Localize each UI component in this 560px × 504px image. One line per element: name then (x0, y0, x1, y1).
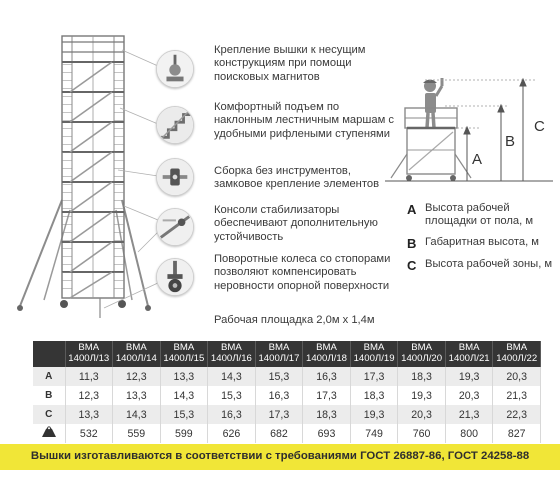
column-header: ВМА 1400Л/15 (160, 341, 208, 367)
column-header: ВМА 1400Л/13 (65, 341, 113, 367)
table-cell: 559 (113, 424, 161, 443)
column-header: ВМА 1400Л/14 (113, 341, 161, 367)
table-cell: 760 (398, 424, 446, 443)
model-specs-table (33, 341, 541, 443)
table-cell: 19,3 (445, 367, 493, 386)
legend-letter: B (407, 236, 417, 251)
column-header: ВМА 1400Л/21 (445, 341, 493, 367)
row-label: C (33, 405, 65, 424)
table-cell: 532 (65, 424, 113, 443)
dimension-label-a: A (472, 151, 483, 168)
table-corner (33, 341, 65, 367)
table-row (33, 367, 541, 386)
table-cell: 21,3 (445, 405, 493, 424)
column-header: ВМА 1400Л/18 (303, 341, 351, 367)
legend-text: Высота рабочей зоны, м (425, 258, 553, 270)
table-cell: 19,3 (350, 405, 398, 424)
table-cell: 749 (350, 424, 398, 443)
feature-magnets: Крепление вышки к несущим конструкциям при помощи поисковых магнитов (214, 44, 366, 83)
table-cell: 18,3 (303, 405, 351, 424)
table-cell: 12,3 (65, 386, 113, 405)
footer-text: Вышки изготавливаются в соответствии с требованиями ГОСТ 26887-86, ГОСТ 24258-88 (30, 450, 530, 462)
table-row (33, 424, 541, 443)
legend-text: Габаритная высота, м (425, 236, 539, 248)
table-cell: 626 (208, 424, 256, 443)
table-cell: 17,3 (303, 386, 351, 405)
wheel-icon (156, 258, 194, 296)
table-cell: 13,3 (65, 405, 113, 424)
table-cell: 19,3 (398, 386, 446, 405)
dimension-label-c: C (534, 118, 545, 135)
table-cell: 17,3 (255, 405, 303, 424)
stairs-icon (156, 106, 194, 144)
feature-platform: Рабочая площадка 2,0м x 1,4м (214, 314, 375, 326)
table-row (33, 386, 541, 405)
table-cell: 15,3 (208, 386, 256, 405)
column-header: ВМА 1400Л/20 (398, 341, 446, 367)
table-cell: 21,3 (493, 386, 541, 405)
table-row (33, 405, 541, 424)
column-header: ВМА 1400Л/17 (255, 341, 303, 367)
weight-icon (33, 424, 65, 443)
table-cell: 18,3 (350, 386, 398, 405)
table-cell: 16,3 (255, 386, 303, 405)
table-cell: 20,3 (493, 367, 541, 386)
column-header: ВМА 1400Л/19 (350, 341, 398, 367)
table-cell: 15,3 (160, 405, 208, 424)
legend-letter: A (407, 202, 417, 217)
table-cell: 599 (160, 424, 208, 443)
table-cell: 17,3 (350, 367, 398, 386)
table-cell: 827 (493, 424, 541, 443)
table-cell: 16,3 (303, 367, 351, 386)
feature-wheels: Поворотные колеса со стопорами позволяют компенсировать неровности опорной поверхности (214, 253, 391, 292)
table-cell: 800 (445, 424, 493, 443)
dimension-diagram (385, 70, 555, 190)
feature-stairs: Комфортный подъем по наклонным лестничным маршам с удобными рифлеными ступенями (214, 101, 394, 140)
feature-stabilizers: Консоли стабилизаторы обеспечивают дополнительную устойчивость (214, 204, 378, 243)
row-label: B (33, 386, 65, 405)
legend-text: Высота рабочей площадки от пола, м (425, 202, 534, 228)
feature-assembly: Сборка без инструментов, замковое крепление элементов (214, 165, 380, 191)
table-cell: 693 (303, 424, 351, 443)
table-cell: 18,3 (398, 367, 446, 386)
table-cell: 13,3 (160, 367, 208, 386)
table-header-row (33, 341, 541, 367)
table-cell: 15,3 (255, 367, 303, 386)
dimension-label-b: B (505, 133, 516, 150)
legend-letter: C (407, 258, 417, 273)
table-cell: 20,3 (445, 386, 493, 405)
footer-banner (0, 444, 560, 470)
table-cell: 11,3 (65, 367, 113, 386)
table-cell: 16,3 (208, 405, 256, 424)
table-cell: 13,3 (113, 386, 161, 405)
column-header: ВМА 1400Л/22 (493, 341, 541, 367)
table-cell: 14,3 (208, 367, 256, 386)
magnet-icon (156, 50, 194, 88)
stabilizer-icon (156, 208, 194, 246)
table-cell: 22,3 (493, 405, 541, 424)
row-label: A (33, 367, 65, 386)
table-cell: 682 (255, 424, 303, 443)
column-header: ВМА 1400Л/16 (208, 341, 256, 367)
lock-clamp-icon (156, 158, 194, 196)
table-cell: 14,3 (113, 405, 161, 424)
table-cell: 20,3 (398, 405, 446, 424)
table-cell: 12,3 (113, 367, 161, 386)
table-cell: 14,3 (160, 386, 208, 405)
